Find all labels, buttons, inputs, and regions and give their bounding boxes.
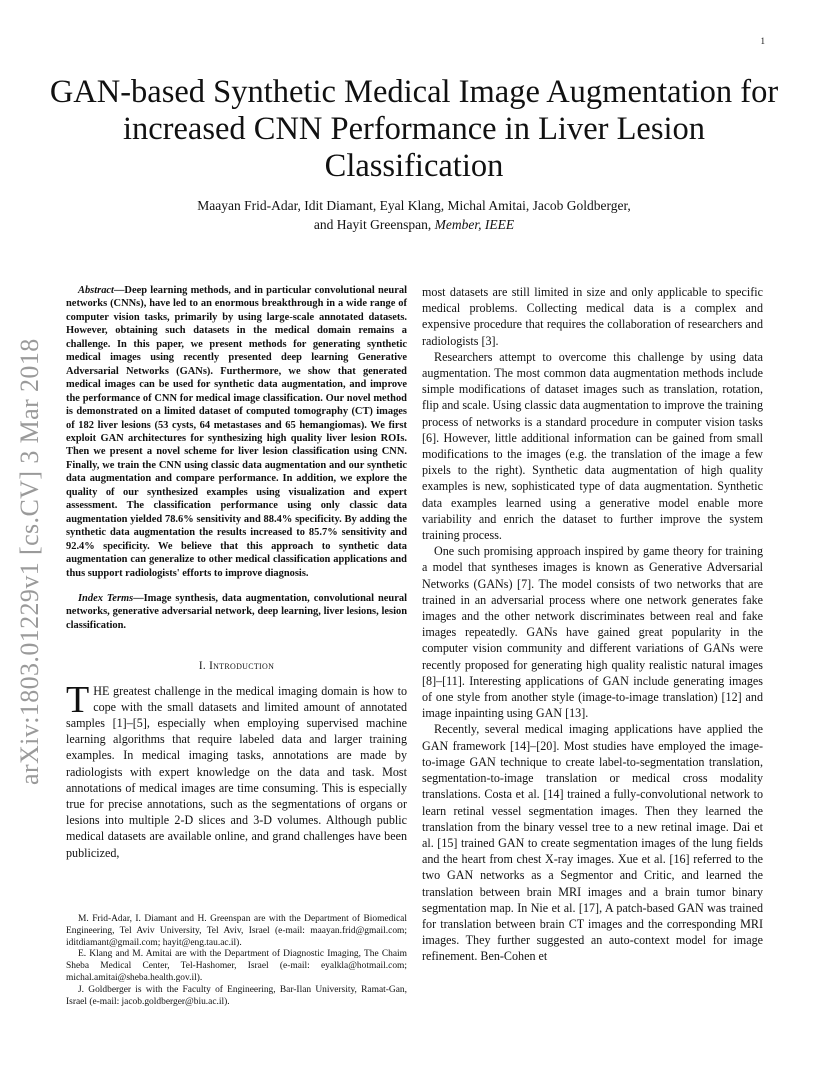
- abstract-label: Abstract: [78, 285, 114, 296]
- footnote-affiliation: M. Frid-Adar, I. Diamant and H. Greenspan are with the Department of Biomedical Engineering, Tel Aviv University, Tel Aviv, Israel (e-mail: maayan.frid@gmail.com; iditdiamant@gmail.com; hayit@eng.tau.ac.il).: [66, 914, 407, 948]
- body-paragraph: most datasets are still limited in size and only applicable to specific medical problems. Collecting medical data is a complex and expensive procedure that requires the collaboration of researchers and radiologists [3].: [422, 285, 763, 348]
- introduction-paragraph: [66, 678, 407, 861]
- footnote-affiliation: J. Goldberger is with the Faculty of Engineering, Bar-Ilan University, Ramat-Gan, Israel (e-mail: jacob.goldberger@biu.ac.il).: [66, 984, 407, 1007]
- arxiv-identifier-stamp: arXiv:1803.01229v1 [cs.CV] 3 Mar 2018: [15, 338, 44, 785]
- left-column: [66, 284, 407, 861]
- index-terms-text: —Image synthesis, data augmentation, convolutional neural networks, generative adversarial network, deep learning, liver lesions, lesion classification.: [66, 592, 407, 631]
- body-paragraph: Recently, several medical imaging applications have applied the GAN framework [14]–[20]. Most studies have employed the image-to-image GAN technique to create label-to-segmentation translation, segmentation-to-image translation or medical cross modality translations. Costa et al. [14] trained a fully-convolutional network to learn retinal vessel segmentation images. Then they learned the translation from the binary vessel tree to a new retinal image. Dai et al. [15] trained GAN to create segmentation images of the lung fields and the heart from chest X-ray images. Xue et al. [16] referred to the two GAN networks as a Segmentor and Critic, and learned the translation between brain MRI images and a brain tumor binary segmentation map. In Nie et al. [17], A patch-based GAN was trained for translation between brain CT images and the corresponding MRI images. They further suggested an auto-context model for image refinement. Ben-Cohen et: [422, 722, 763, 964]
- author-list: [60, 196, 768, 234]
- index-terms: [66, 592, 407, 632]
- page-number: 1: [760, 36, 765, 46]
- section-number: I.: [198, 660, 210, 673]
- body-paragraph: Researchers attempt to overcome this challenge by using data augmentation. The most common data augmentation methods include simple modifications of dataset images such as translation, rotation, flip and scale. Using classic data augmentation to improve the training process of networks is a standard procedure in computer vision tasks [6]. However, little additional information can be gained from small modifications to the images (e.g. the translation of the image a few pixels to the right). Synthetic data augmentation of high quality examples is new, sophisticated type of data augmentation. Synthetic data examples learned using a generative model enable more variability and enrich the dataset to further improve the system training process.: [422, 349, 763, 543]
- abstract-text: —Deep learning methods, and in particular convolutional neural networks (CNNs), have led to an enormous breakthrough in a wide range of computer vision tasks, primarily by using large-scale annotated datasets. However, obtaining such datasets in the medical domain remains a challenge. In this paper, we present methods for generating synthetic medical images using recently presented deep learning Generative Adversarial Networks (GANs). Furthermore, we show that generated medical images can be used for synthetic data augmentation, and improve the performance of CNN for medical image classification. Our novel method is demonstrated on a limited dataset of computed tomography (CT) images of 182 liver lesions (53 cysts, 64 metastases and 65 hemangiomas). We first exploit GAN architectures for synthesizing high quality liver lesion ROIs. Then we present a novel scheme for liver lesion classification using CNN. Finally, we train the CNN using classic data augmentation and our synthetic data augmentation and compare performance. In addition, we explore the quality of our synthesized examples using visualization and expert assessment. The classification performance using only classic data augmentation yielded 78.6% sensitivity and 88.4% specificity. By adding the synthetic data augmentation the results increased to 85.7% sensitivity and 92.4% specificity. We believe that this approach to synthetic data augmentation can generalize to other medical classification applications and thus support radiologists' efforts to improve diagnosis.: [66, 285, 407, 579]
- authors-line-2: [60, 215, 768, 234]
- author-affiliation-footnotes: [66, 914, 407, 1008]
- authors-line-2-names: and Hayit Greenspan,: [313, 217, 435, 232]
- right-column: [422, 284, 763, 965]
- author-membership: Member, IEEE: [434, 217, 515, 232]
- abstract: [66, 284, 407, 580]
- body-paragraph: One such promising approach inspired by game theory for training a model that syntheses images is known as Generative Adversarial Networks (GANs) [7]. The model consists of two networks that are trained in an adversarial process where one network generates fake images and the other network discriminates between real and fake images repeatedly. GANs have gained great popularity in the computer vision community and different variations of GANs were recently proposed for generating high quality realistic natural images [8]–[11]. Interesting applications of GAN include generating images of one style from another style (image-to-image translation) [12] and image inpainting using GAN [13].: [422, 544, 763, 721]
- authors-line-1: Maayan Frid-Adar, Idit Diamant, Eyal Klang, Michal Amitai, Jacob Goldberger,: [197, 198, 631, 213]
- drop-cap: T: [66, 678, 90, 721]
- paper-title: GAN-based Synthetic Medical Image Augmentation for increased CNN Performance in Liver Lesion Classification: [49, 74, 779, 184]
- intro-first-word: HE: [93, 683, 110, 698]
- index-terms-label: Index Terms: [78, 592, 134, 604]
- introduction-text: greatest challenge in the medical imaging domain is how to cope with the small datasets and limited amount of annotated samples [1]–[5], especially when employing supervised machine learning algorithms that require labeled data and larger training examples. In medical imaging tasks, annotations are made by radiologists with expert knowledge on the data and task. Most annotations of medical images are time consuming. This is especially true for precise annotations, such as the segmentations of organs or lesions into multiple 2-D slices and 3-D volumes. Although public medical datasets are available online, and grand challenges have been publicized,: [66, 683, 407, 860]
- section-heading-introduction: [66, 658, 407, 674]
- footnote-affiliation: E. Klang and M. Amitai are with the Department of Diagnostic Imaging, The Chaim Sheba Medical Center, Tel-Hashomer, Israel (e-mail: eyalkla@hotmail.com; michal.amitai@sheba.health.gov.il).: [66, 949, 407, 983]
- section-title: Introduction: [209, 660, 275, 673]
